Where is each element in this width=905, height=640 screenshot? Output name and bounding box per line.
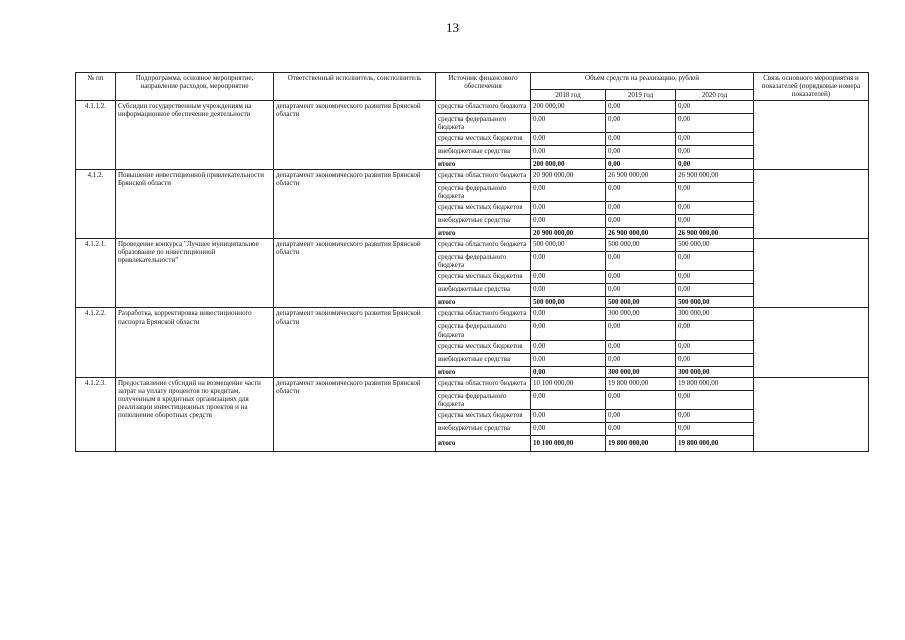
amount-cell: 300 000,00 [676, 366, 754, 377]
amount-cell: 0,00 [676, 340, 754, 353]
source-label: средства местных бюджетов [436, 133, 531, 146]
row-name: Проведение конкурса "Лучшее муниципальное образование по инвестиционной привлекательности" [116, 239, 274, 308]
source-label: внебюджетные средства [436, 353, 531, 366]
row-name: Разработка, корректировка инвестиционного паспорта Брянской области [116, 308, 274, 377]
amount-cell: 0,00 [531, 271, 606, 284]
amount-cell: 0,00 [676, 422, 754, 435]
amount-cell: 0,00 [531, 215, 606, 228]
amount-cell: 0,00 [531, 183, 606, 202]
source-label: средства федерального бюджета [436, 114, 531, 133]
amount-cell: 0,00 [676, 271, 754, 284]
amount-cell: 0,00 [531, 252, 606, 271]
header-row [76, 73, 869, 90]
row-link [754, 170, 869, 239]
amount-cell: 0,00 [676, 101, 754, 114]
amount-cell: 26 900 000,00 [676, 170, 754, 183]
amount-cell: 19 800 000,00 [676, 377, 754, 390]
amount-cell: 26 900 000,00 [606, 228, 676, 239]
source-label: средства областного бюджета [436, 101, 531, 114]
amount-cell: 0,00 [606, 101, 676, 114]
table-row [76, 239, 869, 252]
amount-cell: 20 900 000,00 [531, 228, 606, 239]
amount-cell: 0,00 [531, 409, 606, 422]
amount-cell: 0,00 [676, 133, 754, 146]
amount-cell: 0,00 [531, 340, 606, 353]
row-number: 4.1.2.1. [76, 239, 116, 308]
row-responsible: департамент экономического развития Брянской области [274, 101, 436, 170]
source-label: средства областного бюджета [436, 239, 531, 252]
source-total: итого [436, 435, 531, 451]
amount-cell: 300 000,00 [606, 366, 676, 377]
source-label: внебюджетные средства [436, 215, 531, 228]
amount-cell: 0,00 [606, 252, 676, 271]
amount-cell: 0,00 [606, 146, 676, 159]
amount-cell: 26 900 000,00 [606, 170, 676, 183]
table-row [76, 377, 869, 390]
source-total: итого [436, 297, 531, 308]
header-num: № пп [76, 73, 116, 101]
row-number: 4.1.2.3. [76, 377, 116, 451]
amount-cell: 500 000,00 [531, 297, 606, 308]
budget-table [75, 72, 869, 452]
amount-cell: 0,00 [531, 146, 606, 159]
amount-cell: 0,00 [606, 390, 676, 409]
amount-cell: 0,00 [606, 340, 676, 353]
row-number: 4.1.2.2. [76, 308, 116, 377]
amount-cell: 200 000,00 [531, 159, 606, 170]
amount-cell: 0,00 [606, 422, 676, 435]
header-source: Источник финансового обеспечения [436, 73, 531, 101]
amount-cell: 0,00 [606, 183, 676, 202]
amount-cell: 10 100 000,00 [531, 377, 606, 390]
page-number: 13 [446, 20, 459, 35]
amount-cell: 200 000,00 [531, 101, 606, 114]
amount-cell: 0,00 [606, 284, 676, 297]
amount-cell: 0,00 [676, 353, 754, 366]
source-label: средства местных бюджетов [436, 340, 531, 353]
amount-cell: 300 000,00 [606, 308, 676, 321]
amount-cell: 0,00 [676, 202, 754, 215]
row-name: Предоставление субсидий на возмещение части затрат на уплату процентов по кредитам, полученным в кредитных организациях для реализации инвестиционных проектов и на пополнение оборотных средств [116, 377, 274, 451]
source-label: средства федерального бюджета [436, 183, 531, 202]
row-link [754, 308, 869, 377]
header-name: Подпрограмма, основное мероприятие, направление расходов, мероприятие [116, 73, 274, 101]
amount-cell: 0,00 [531, 114, 606, 133]
amount-cell: 0,00 [531, 308, 606, 321]
amount-cell: 500 000,00 [606, 239, 676, 252]
row-responsible: департамент экономического развития Брянской области [274, 377, 436, 451]
table-row [76, 308, 869, 321]
source-label: средства местных бюджетов [436, 409, 531, 422]
amount-cell: 0,00 [606, 321, 676, 340]
amount-cell: 0,00 [676, 252, 754, 271]
source-label: средства местных бюджетов [436, 202, 531, 215]
amount-cell: 0,00 [606, 202, 676, 215]
source-label: средства областного бюджета [436, 377, 531, 390]
amount-cell: 0,00 [531, 284, 606, 297]
amount-cell: 0,00 [531, 390, 606, 409]
amount-cell: 0,00 [531, 202, 606, 215]
row-link [754, 239, 869, 308]
source-label: средства федерального бюджета [436, 252, 531, 271]
header-year-2020: 2020 год [676, 90, 754, 101]
amount-cell: 19 800 000,00 [606, 435, 676, 451]
amount-cell: 0,00 [676, 146, 754, 159]
amount-cell: 0,00 [676, 114, 754, 133]
row-name: Субсидии государственным учреждениям на информационное обеспечение деятельности [116, 101, 274, 170]
source-label: средства федерального бюджета [436, 321, 531, 340]
amount-cell: 0,00 [531, 422, 606, 435]
amount-cell: 0,00 [531, 321, 606, 340]
amount-cell: 10 100 000,00 [531, 435, 606, 451]
amount-cell: 26 900 000,00 [676, 228, 754, 239]
amount-cell: 0,00 [606, 215, 676, 228]
amount-cell: 0,00 [606, 133, 676, 146]
row-number: 4.1.1.2. [76, 101, 116, 170]
source-label: внебюджетные средства [436, 422, 531, 435]
source-total: итого [436, 366, 531, 377]
table-body [76, 101, 869, 452]
row-responsible: департамент экономического развития Брянской области [274, 170, 436, 239]
source-label: внебюджетные средства [436, 284, 531, 297]
row-responsible: департамент экономического развития Брянской области [274, 308, 436, 377]
amount-cell: 0,00 [676, 390, 754, 409]
row-link [754, 101, 869, 170]
header-year-2019: 2019 год [606, 90, 676, 101]
amount-cell: 500 000,00 [676, 239, 754, 252]
amount-cell: 0,00 [531, 366, 606, 377]
source-label: внебюджетные средства [436, 146, 531, 159]
header-year-2018: 2018 год [531, 90, 606, 101]
amount-cell: 0,00 [531, 353, 606, 366]
amount-cell: 0,00 [676, 183, 754, 202]
row-responsible: департамент экономического развития Брянской области [274, 239, 436, 308]
source-label: средства федерального бюджета [436, 390, 531, 409]
amount-cell: 0,00 [676, 321, 754, 340]
amount-cell: 19 800 000,00 [606, 377, 676, 390]
amount-cell: 0,00 [606, 114, 676, 133]
table-row [76, 170, 869, 183]
amount-cell: 0,00 [606, 353, 676, 366]
table-row [76, 101, 869, 114]
amount-cell: 0,00 [606, 409, 676, 422]
amount-cell: 500 000,00 [606, 297, 676, 308]
amount-cell: 300 000,00 [676, 308, 754, 321]
source-total: итого [436, 159, 531, 170]
amount-cell: 0,00 [676, 409, 754, 422]
source-label: средства областного бюджета [436, 170, 531, 183]
amount-cell: 19 800 000,00 [676, 435, 754, 451]
amount-cell: 0,00 [676, 284, 754, 297]
amount-cell: 500 000,00 [676, 297, 754, 308]
amount-cell: 0,00 [676, 215, 754, 228]
header-link: Связь основного мероприятия и показателей (порядковые номера показателей) [754, 73, 869, 101]
amount-cell: 500 000,00 [531, 239, 606, 252]
row-number: 4.1.2. [76, 170, 116, 239]
header-volume: Объем средств на реализацию, рублей [531, 73, 754, 90]
amount-cell: 0,00 [606, 271, 676, 284]
header-responsible: Ответственный исполнитель, соисполнитель [274, 73, 436, 101]
amount-cell: 0,00 [606, 159, 676, 170]
amount-cell: 0,00 [676, 159, 754, 170]
source-label: средства областного бюджета [436, 308, 531, 321]
amount-cell: 0,00 [531, 133, 606, 146]
row-name: Повышение инвестиционной привлекательности Брянской области [116, 170, 274, 239]
source-total: итого [436, 228, 531, 239]
source-label: средства местных бюджетов [436, 271, 531, 284]
amount-cell: 20 900 000,00 [531, 170, 606, 183]
row-link [754, 377, 869, 451]
